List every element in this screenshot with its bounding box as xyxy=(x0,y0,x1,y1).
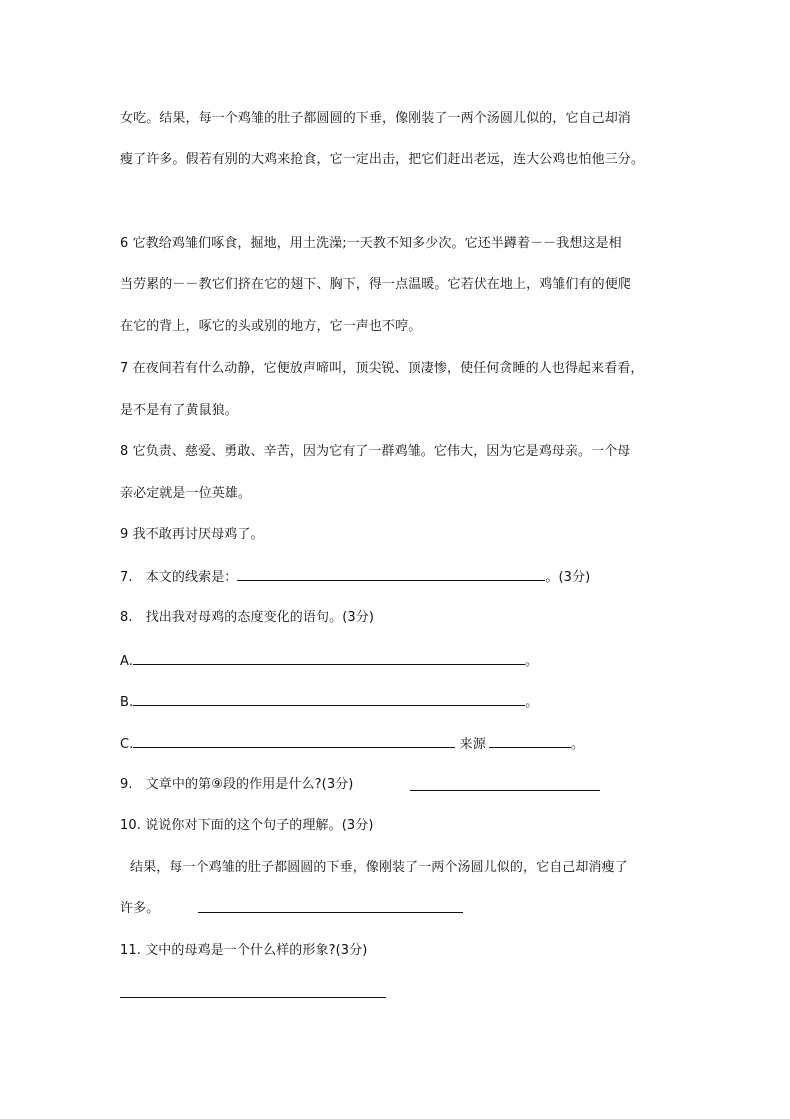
passage-p5-line2: 瘦了许多。假若有别的大鸡来抢食，它一定出击，把它们赶出老远，连大公鸡也怕他三分。 xyxy=(120,152,645,167)
question-7-prefix: 7. 本文的线索是： xyxy=(120,570,238,585)
question-8-b xyxy=(120,692,538,712)
question-7-answer-blank[interactable] xyxy=(237,567,545,581)
question-8-a-answer-blank[interactable] xyxy=(133,651,525,665)
question-8-c-answer-blank[interactable] xyxy=(133,734,455,748)
passage-p8-line1: 8 它负责、慈爱、勇敢、辛苦，因为它有了一群鸡雏。它伟大，因为它是鸡母亲。一个母 xyxy=(120,444,631,459)
passage-p6-line1: 6 它教给鸡雏们啄食，掘地，用土洗澡;一天教不知多少次。它还半蹲着－－我想这是相 xyxy=(120,236,622,251)
question-11: 11. 文中的母鸡是一个什么样的形象?(3分) xyxy=(120,943,368,958)
passage-p5-line1: 女吃。结果，每一个鸡雏的肚子都圆圆的下垂，像刚装了一两个汤圆儿似的，它自己却消 xyxy=(120,111,631,126)
question-8-c-label: C. xyxy=(120,737,134,752)
question-10: 10. 说说你对下面的这个句子的理解。(3分) xyxy=(120,818,374,833)
question-10-quote-line2: 许多。 xyxy=(120,901,160,916)
question-11-answer-blank[interactable] xyxy=(120,997,386,998)
question-8-b-answer-blank[interactable] xyxy=(133,692,525,706)
question-9-answer-blank[interactable] xyxy=(410,790,600,791)
question-9: 9. 文章中的第⑨段的作用是什么?(3分) xyxy=(120,777,354,792)
passage-p9-line1: 9 我不敢再讨厌母鸡了。 xyxy=(120,527,264,542)
question-8-a-end: 。 xyxy=(525,654,539,669)
passage-p7-line2: 是不是有了黄鼠狼。 xyxy=(120,403,238,418)
question-10-answer-blank[interactable] xyxy=(198,912,463,913)
question-8-c-end: 。 xyxy=(570,737,584,752)
question-8-a xyxy=(120,651,538,671)
passage-p6-line3: 在它的背上，啄它的头或别的地方，它一声也不哼。 xyxy=(120,319,422,334)
passage-p8-line2: 亲必定就是一位英雄。 xyxy=(120,486,252,501)
passage-p6-line2: 当劳累的－－教它们挤在它的翅下、胸下，得一点温暖。它若伏在地上，鸡雏们有的便爬 xyxy=(120,277,631,292)
question-8: 8. 找出我对母鸡的态度变化的语句。(3分) xyxy=(120,610,375,625)
question-8-a-label: A. xyxy=(120,654,133,669)
question-7 xyxy=(120,567,590,587)
question-7-suffix: 。(3分) xyxy=(545,570,591,585)
question-8-b-end: 。 xyxy=(525,695,539,710)
passage-p7-line1: 7 在夜间若有什么动静，它便放声啼叫，顶尖锐、顶凄惨，使任何贪睡的人也得起来看看， xyxy=(120,361,644,376)
question-8-c-source-blank[interactable] xyxy=(489,734,571,748)
question-8-c-source-label: 来源 xyxy=(455,737,486,752)
question-8-c xyxy=(120,734,584,754)
question-10-quote-line1: 结果，每一个鸡雏的肚子都圆圆的下垂，像刚装了一两个汤圆儿似的，它自己却消瘦了 xyxy=(130,860,628,875)
question-8-b-label: B. xyxy=(120,695,134,710)
